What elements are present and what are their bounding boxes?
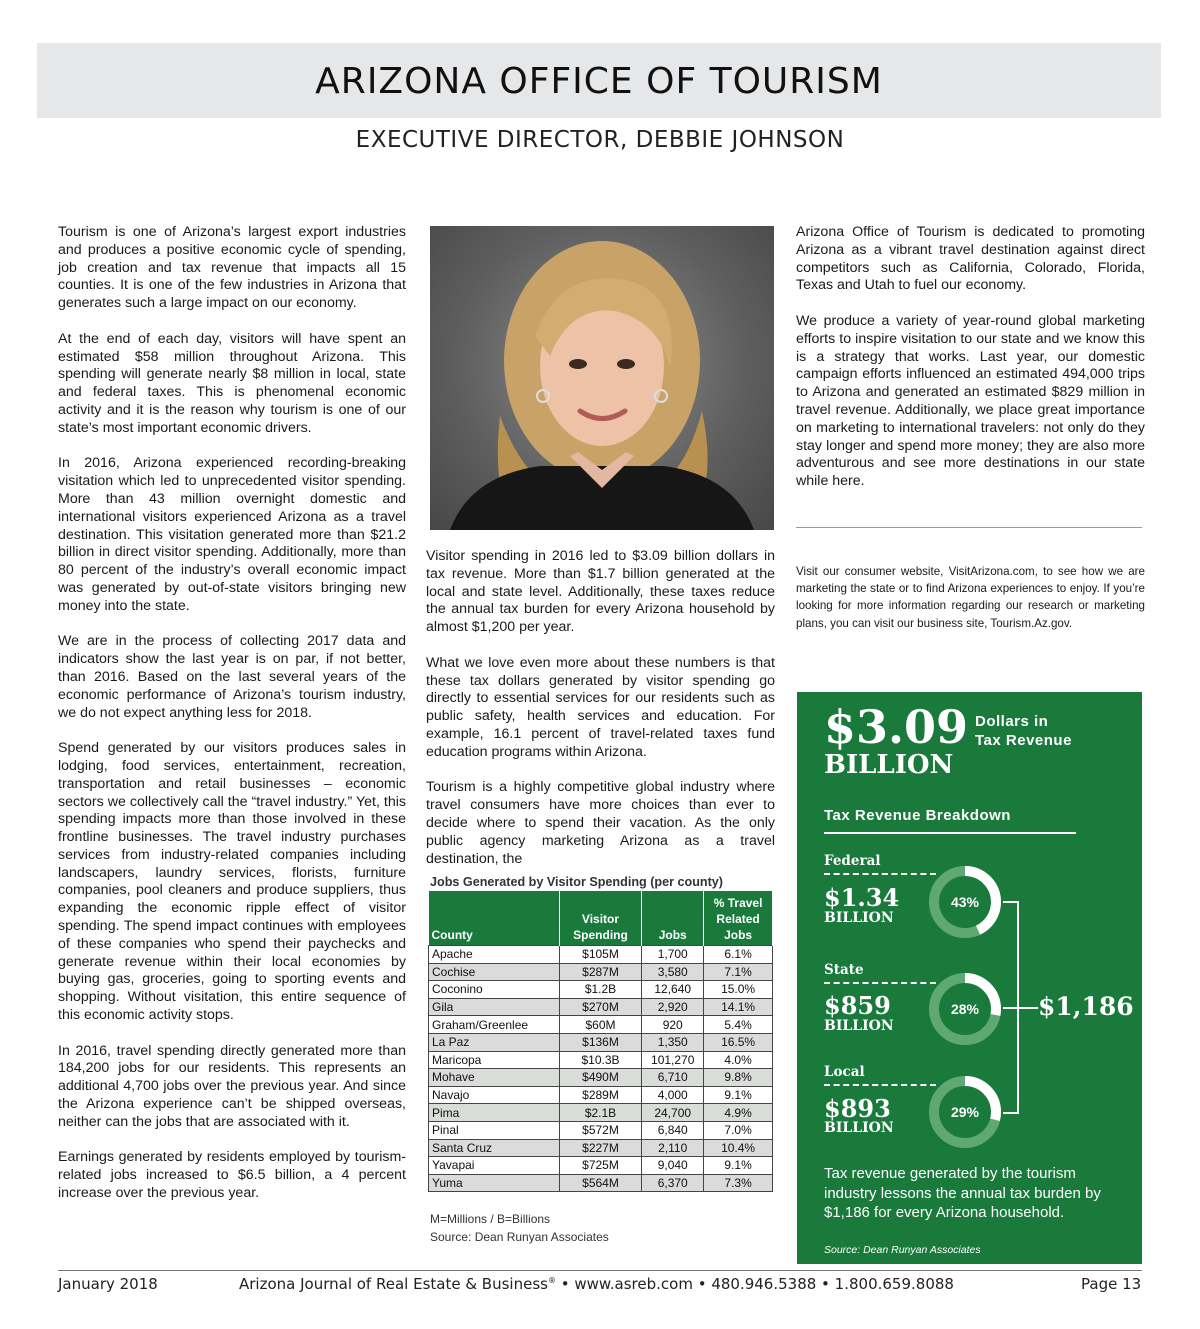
jobs-table-body [429, 946, 773, 1192]
table-cell: $105M [559, 946, 642, 964]
table-cell: 9.1% [704, 1086, 773, 1104]
local-unit: BILLION [824, 1120, 894, 1136]
table-cell: 4.9% [704, 1104, 773, 1122]
paragraph: Earnings generated by residents employed by tourism-related jobs increased to $6.5 billion, a 4 percent increase over the previous year. [58, 1149, 406, 1202]
table-row [429, 998, 773, 1016]
table-cell: Graham/Greenlee [429, 1016, 560, 1034]
table-cell: 6,840 [642, 1121, 704, 1139]
publication-name: Arizona Journal of Real Estate & Business [239, 1275, 548, 1293]
page-title: ARIZONA OFFICE OF TOURISM [315, 61, 883, 102]
breakdown-title: Tax Revenue Breakdown [824, 807, 1011, 824]
table-cell: $572M [559, 1121, 642, 1139]
tax-description: Tax revenue generated by the tourism industry lessons the annual tax burden by $1,186 for every Arizona household. [824, 1165, 1101, 1221]
footer-page-number: Page 13 [1081, 1275, 1142, 1293]
page-subtitle: EXECUTIVE DIRECTOR, DEBBIE JOHNSON [355, 127, 845, 153]
table-cell: Maricopa [429, 1051, 560, 1069]
column-header: Jobs [642, 891, 704, 946]
table-cell: 15.0% [704, 981, 773, 999]
table-cell: Yuma [429, 1174, 560, 1192]
article-column-3 [796, 224, 1145, 509]
table-row [429, 981, 773, 999]
footer-publication [239, 1275, 954, 1293]
section-dash [824, 873, 936, 875]
table-cell: Pinal [429, 1121, 560, 1139]
paragraph: Arizona Office of Tourism is dedicated to promoting Arizona as a vibrant travel destination against direct competitors such as California, Colorado, Florida, Texas and Utah to fuel our economy. [796, 224, 1145, 294]
paragraph: In 2016, Arizona experienced recording-breaking visitation which led to unprecedented visitor spending. More than 43 million overnight domestic and international visitors experienced Arizona as a travel destination. This visitation generated more than $21.2 billion in direct visitor spending. Additionally, more than 80 percent of the industry’s overall economic impact was generated by out-of-state visitors bringing new money into the state. [58, 455, 406, 614]
table-cell: $270M [559, 998, 642, 1016]
table-header-row [429, 891, 773, 946]
table-row [429, 1104, 773, 1122]
paragraph: Spend generated by our visitors produces sales in lodging, food services, entertainment, recreation, transportation and retail businesses – economic sectors we collectively call the “travel industry.” Yet, this spending impacts more than those involved in these frontline businesses. The travel industry purchases services from industry-related companies including landscapers, laundry services, florists, furniture companies, pool cleaners and produce suppliers, thus expanding the economic ripple effect of visitor spending. The spend impact continues with employees of these companies who spend their paychecks and generate revenue within their local economies by buying gas, groceries, going to sporting events and shopping. Without visitation, this entire sequence of this economic activity stops. [58, 740, 406, 1024]
table-cell: 920 [642, 1016, 704, 1034]
paragraph: What we love even more about these numbers is that these tax dollars generated by visitor spending go directly to essential services for our residents such as public safety, health services and education. For example, 16.1 percent of travel-related taxes fund education programs within Arizona. [426, 654, 775, 760]
registered-mark: ® [547, 1276, 556, 1285]
table-cell: 7.1% [704, 963, 773, 981]
title-banner [37, 43, 1161, 118]
table-row [429, 1033, 773, 1051]
table-row [429, 1086, 773, 1104]
household-savings: $1,186 [1038, 992, 1134, 1021]
column-header: County [429, 891, 560, 946]
tax-total-unit: BILLION [824, 750, 954, 780]
portrait-photo [430, 226, 774, 530]
table-cell: 2,110 [642, 1139, 704, 1157]
footer-date: January 2018 [58, 1275, 158, 1293]
jobs-table-title: Jobs Generated by Visitor Spending (per county) [430, 875, 723, 889]
footer-rule [58, 1270, 1142, 1271]
paragraph: Tourism is a highly competitive global industry where travel consumers have more choices than ever to decide where to spend their vacation. As the only public agency marketing Arizona as a travel destination, the [426, 779, 775, 867]
table-cell: Coconino [429, 981, 560, 999]
tax-total-label [975, 712, 1072, 750]
section-dash [824, 982, 936, 984]
federal-label: Federal [824, 853, 881, 869]
local-label: Local [824, 1064, 865, 1080]
table-cell: $725M [559, 1157, 642, 1175]
table-row [429, 963, 773, 981]
table-cell: Apache [429, 946, 560, 964]
breakdown-underline [824, 832, 1076, 834]
table-cell: 9.1% [704, 1157, 773, 1175]
table-cell: 14.1% [704, 998, 773, 1016]
publication-contact: • www.asreb.com • 480.946.5388 • 1.800.659.8088 [555, 1275, 954, 1293]
tax-total-amount: $3.09 [824, 700, 969, 754]
table-cell: 5.4% [704, 1016, 773, 1034]
donut-percent: 29% [950, 1104, 980, 1120]
jobs-table [428, 891, 773, 1192]
table-cell: $289M [559, 1086, 642, 1104]
paragraph: In 2016, travel spending directly generated more than 184,200 jobs for our residents. This represents an additional 4,700 jobs over the previous year. And since the Arizona experience can’t be shipped overseas, neither can the jobs that are associated with it. [58, 1042, 406, 1130]
units-note: M=Millions / B=Billions [430, 1212, 551, 1226]
table-row [429, 1069, 773, 1087]
federal-unit: BILLION [824, 910, 894, 926]
column-header: Visitor Spending [559, 891, 642, 946]
table-cell: Pima [429, 1104, 560, 1122]
table-cell: 3,580 [642, 963, 704, 981]
table-cell: 2,920 [642, 998, 704, 1016]
table-row [429, 1016, 773, 1034]
tax-revenue-infographic [797, 692, 1142, 1264]
table-cell: 6,370 [642, 1174, 704, 1192]
table-cell: $10.3B [559, 1051, 642, 1069]
table-cell: 9,040 [642, 1157, 704, 1175]
article-column-1 [58, 224, 406, 1221]
article-column-2 [426, 548, 775, 886]
state-label: State [824, 962, 864, 978]
table-cell: 4,000 [642, 1086, 704, 1104]
table-cell: $564M [559, 1174, 642, 1192]
tax-label-line: Tax Revenue [975, 732, 1072, 749]
table-cell: $1.2B [559, 981, 642, 999]
jobs-table-notes [430, 1210, 609, 1246]
table-cell: 10.4% [704, 1139, 773, 1157]
table-cell: 24,700 [642, 1104, 704, 1122]
tax-label-line: Dollars in [975, 713, 1049, 730]
table-cell: 101,270 [642, 1051, 704, 1069]
local-amount: $893 [824, 1094, 891, 1123]
table-row [429, 1121, 773, 1139]
table-row [429, 1174, 773, 1192]
table-cell: 9.8% [704, 1069, 773, 1087]
state-donut [927, 971, 1003, 1047]
table-cell: 7.3% [704, 1174, 773, 1192]
paragraph: At the end of each day, visitors will have spent an estimated $58 million throughout Arizona. This spending will generate nearly $8 million in local, state and federal taxes. This is phenomenal economic activity and it is the reason why tourism is one of our state’s most important economic drivers. [58, 330, 406, 436]
federal-donut [927, 864, 1003, 940]
table-row [429, 1051, 773, 1069]
table-row [429, 1139, 773, 1157]
section-dash [824, 1084, 936, 1086]
table-cell: Cochise [429, 963, 560, 981]
table-cell: Santa Cruz [429, 1139, 560, 1157]
table-cell: $136M [559, 1033, 642, 1051]
table-cell: La Paz [429, 1033, 560, 1051]
table-cell: 16.5% [704, 1033, 773, 1051]
portrait-illustration [430, 226, 774, 530]
table-row [429, 946, 773, 964]
paragraph: Visitor spending in 2016 led to $3.09 billion dollars in tax revenue. More than $1.7 billion generated at the local and state level. Additionally, these taxes reduce the annual tax burden for every Arizona household by almost $1,200 per year. [426, 548, 775, 636]
paragraph: We are in the process of collecting 2017 data and indicators show the last year is on par, if not better, than 2016. Based on the last several years of the economic performance of Arizona’s tourism industry, we do not expect anything less for 2018. [58, 633, 406, 721]
divider [796, 527, 1142, 528]
table-cell: 1,700 [642, 946, 704, 964]
table-cell: Navajo [429, 1086, 560, 1104]
visit-website-note: Visit our consumer website, VisitArizona.com, to see how we are marketing the state or to find Arizona experiences to enjoy. If you’re looking for more information regarding our research or marketing plans, you can visit our business site, Tourism.Az.gov. [796, 565, 1145, 630]
column-header: % Travel Related Jobs [704, 891, 773, 946]
table-cell: Gila [429, 998, 560, 1016]
table-cell: Yavapai [429, 1157, 560, 1175]
paragraph: We produce a variety of year-round global marketing efforts to inspire visitation to our state and we know this is a strategy that works. Last year, our domestic campaign efforts influenced an estimated 494,000 trips to Arizona and generated an estimated $829 million in travel revenue. Additionally, we place great importance on marketing to international travelers: not only do they stay longer and spend more money; they are also more adventurous and see more destinations in our state while here. [796, 312, 1145, 490]
table-row [429, 1157, 773, 1175]
table-cell: $490M [559, 1069, 642, 1087]
table-cell: $60M [559, 1016, 642, 1034]
local-donut [927, 1074, 1003, 1150]
donut-percent: 43% [950, 894, 980, 910]
tax-source: Source: Dean Runyan Associates [824, 1244, 981, 1256]
table-cell: $2.1B [559, 1104, 642, 1122]
table-cell: 1,350 [642, 1033, 704, 1051]
state-unit: BILLION [824, 1018, 894, 1034]
federal-amount: $1.34 [824, 883, 900, 912]
state-amount: $859 [824, 991, 891, 1020]
table-cell: 7.0% [704, 1121, 773, 1139]
donut-percent: 28% [950, 1001, 980, 1017]
table-cell: $287M [559, 963, 642, 981]
paragraph: Tourism is one of Arizona’s largest export industries and produces a positive economic cycle of spending, job creation and tax revenue that impacts all 15 counties. It is one of the few industries in Arizona that generates such a large impact on our economy. [58, 224, 406, 312]
table-cell: Mohave [429, 1069, 560, 1087]
table-cell: 4.0% [704, 1051, 773, 1069]
table-cell: 6,710 [642, 1069, 704, 1087]
table-cell: 6.1% [704, 946, 773, 964]
table-cell: 12,640 [642, 981, 704, 999]
source-note: Source: Dean Runyan Associates [430, 1230, 609, 1244]
table-cell: $227M [559, 1139, 642, 1157]
